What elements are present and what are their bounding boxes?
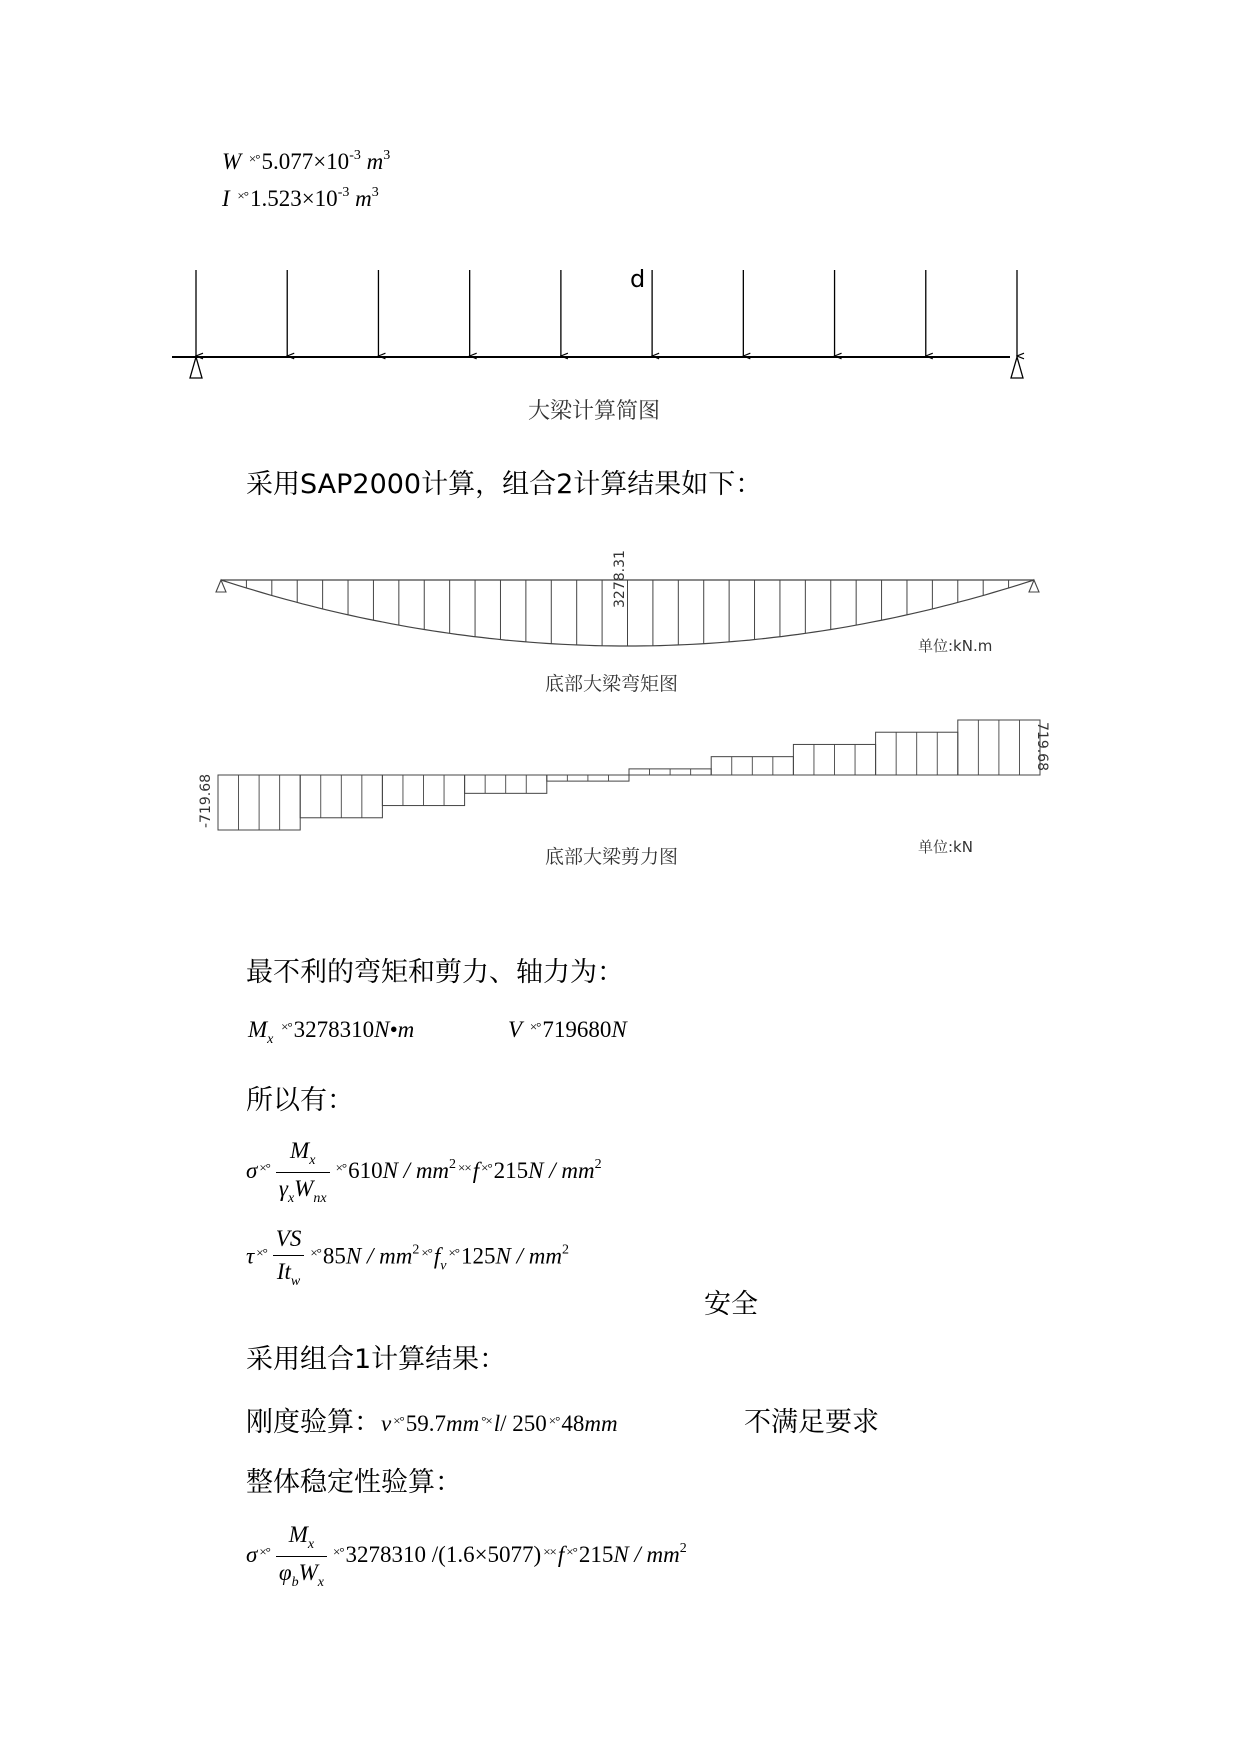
tau-den-sub: w: [290, 1274, 301, 1289]
sigma1-funit-exp: 2: [594, 1156, 602, 1172]
tau-glyph1: ×°: [256, 1245, 267, 1261]
safe-text: 安全: [704, 1289, 758, 1320]
stiffness-unit: mm: [446, 1411, 480, 1436]
stiffness-l: l: [493, 1411, 501, 1436]
tau-den: It: [276, 1259, 291, 1284]
moment-support-left: [216, 580, 226, 592]
sigma2-fvalue: 215: [578, 1541, 614, 1567]
v-value: 719680: [542, 1017, 612, 1042]
stiffness-limit-unit: mm: [584, 1411, 618, 1436]
i-value: 1.523×10: [249, 186, 338, 211]
w-value: 5.077×10: [261, 149, 350, 174]
sigma1-den-b: W: [294, 1176, 314, 1201]
shear-left-label: -719.68: [198, 773, 214, 828]
i-symbol: I: [222, 186, 230, 211]
support-right: [1011, 357, 1023, 378]
i-unit: m: [355, 186, 372, 211]
stability-text: 整体稳定性验算：: [246, 1467, 462, 1498]
w-sup-minus: -: [349, 148, 354, 163]
i-eq-glyph: ×°: [237, 188, 248, 203]
tau-symbol: τ: [246, 1243, 255, 1269]
tau-f-sub: v: [440, 1258, 447, 1274]
load-arrows: [196, 270, 1017, 356]
moment-caption: 底部大梁弯矩图: [545, 673, 679, 695]
w-unit-exp: 3: [383, 148, 391, 163]
tau-glyph4: ×°: [448, 1245, 459, 1261]
v-symbol: V: [508, 1017, 523, 1042]
shear-bars: [218, 720, 1040, 830]
v-eq-glyph: ×°: [529, 1019, 541, 1034]
sigma1-value: 610: [348, 1157, 383, 1183]
sigma1-formula: [246, 1138, 602, 1207]
tau-unit: N / mm: [345, 1243, 413, 1269]
sigma1-unit: N / mm: [382, 1157, 450, 1183]
shear-caption: 底部大梁剪力图: [545, 846, 679, 868]
mx-eq-glyph: ×°: [281, 1019, 292, 1034]
sigma1-funit: N / mm: [528, 1157, 595, 1183]
tau-unit-exp: 2: [412, 1242, 420, 1258]
so-text: 所以有：: [246, 1085, 354, 1116]
sigma2-funit: N / mm: [613, 1541, 680, 1567]
sigma1-fvalue: 215: [493, 1157, 529, 1183]
mx-formula: [248, 1017, 414, 1048]
mx-symbol: M: [248, 1017, 268, 1042]
shear-diagram: [0, 700, 1241, 840]
w-symbol: W: [222, 149, 242, 174]
tau-value: 85: [322, 1243, 346, 1269]
stiffness-glyph1: ×°: [393, 1413, 404, 1428]
shear-unit: 单位:kN: [918, 838, 973, 856]
moment-support-right: [1029, 580, 1039, 592]
sigma1-num-sub: x: [309, 1153, 316, 1168]
sigma2-funit-exp: 2: [679, 1540, 687, 1556]
stiffness-glyph2: °×: [481, 1413, 492, 1428]
v-formula: [508, 1017, 627, 1043]
intro-text: 采用SAP2000计算，组合2计算结果如下：: [246, 469, 763, 500]
sigma1-glyph4: ×°: [481, 1159, 492, 1175]
sigma1-unit-exp: 2: [449, 1156, 457, 1172]
moment-unit: 单位:kN.m: [918, 637, 993, 655]
sigma1-glyph3: ××: [458, 1159, 471, 1175]
sigma2-symbol: σ: [246, 1541, 258, 1567]
stiffness-div: / 250: [500, 1411, 547, 1436]
load-label: q: [630, 268, 646, 296]
worst-text: 最不利的弯矩和剪力、轴力为：: [246, 957, 624, 988]
tau-fraction: [273, 1226, 305, 1290]
tau-glyph3: ×°: [421, 1245, 432, 1261]
sigma2-f: f: [557, 1541, 565, 1567]
stiffness-v: v: [381, 1411, 392, 1436]
stiffness-label: 刚度验算：: [246, 1407, 381, 1438]
stiffness-glyph3: ×°: [548, 1413, 560, 1428]
sigma2-fraction: [276, 1522, 327, 1591]
tau-f: f: [433, 1243, 441, 1269]
sigma1-den-a-sub: x: [287, 1191, 295, 1206]
mx-unit: N•m: [374, 1017, 415, 1042]
stiffness-result: 不满足要求: [744, 1407, 879, 1438]
tau-funit: N / mm: [495, 1243, 562, 1269]
sigma1-den-b-sub: nx: [313, 1191, 327, 1206]
sigma2-num-sub: x: [307, 1537, 315, 1552]
sigma2-expr: 3278310 /(1.6×5077): [345, 1541, 542, 1567]
beam-diagram: [0, 0, 1241, 420]
sigma2-den-b: W: [298, 1560, 318, 1585]
sigma2-den-a-sub: b: [291, 1575, 299, 1590]
shear-right-label: 719.68: [1034, 722, 1050, 771]
sigma1-den-a: γ: [278, 1176, 288, 1201]
sigma2-den-b-sub: x: [317, 1575, 324, 1590]
sigma2-glyph4: ×°: [566, 1543, 577, 1559]
sigma2-formula: [246, 1522, 687, 1591]
w-exp: 3: [353, 148, 361, 163]
w-unit: m: [366, 149, 384, 174]
i-sup-minus: -: [337, 185, 343, 200]
moment-max-label: 3278.31: [612, 550, 628, 608]
tau-fvalue: 125: [460, 1243, 496, 1269]
i-unit-exp: 3: [371, 185, 379, 200]
tau-num: VS: [275, 1226, 302, 1251]
sigma1-symbol: σ: [246, 1157, 258, 1183]
sigma2-num: M: [288, 1522, 308, 1547]
tau-glyph2: ×°: [310, 1245, 321, 1261]
stiffness-line: [246, 1400, 618, 1439]
support-left: [190, 357, 202, 378]
w-eq-glyph: ×°: [248, 151, 260, 166]
v-unit: N: [611, 1017, 627, 1042]
i-exp: 3: [342, 185, 350, 200]
sigma2-glyph3: ××: [543, 1543, 556, 1559]
stiffness-value: 59.7: [405, 1411, 446, 1436]
mx-sub: x: [267, 1032, 274, 1047]
combo1-text: 采用组合1计算结果：: [246, 1344, 507, 1375]
sigma2-glyph2: ×°: [333, 1543, 344, 1559]
stiffness-limit: 48: [561, 1411, 585, 1436]
sigma1-fraction: [276, 1138, 330, 1207]
sigma1-num: M: [290, 1138, 310, 1163]
tau-formula: [246, 1226, 569, 1290]
sigma1-glyph1: ×°: [259, 1159, 270, 1175]
mx-value: 3278310: [293, 1017, 375, 1042]
beam-caption: 大梁计算简图: [528, 399, 661, 424]
sigma2-den-a: φ: [278, 1560, 292, 1585]
sigma1-f: f: [472, 1157, 480, 1183]
sigma2-glyph1: ×°: [259, 1543, 270, 1559]
sigma1-glyph2: ×°: [335, 1159, 347, 1175]
tau-funit-exp: 2: [561, 1242, 569, 1258]
